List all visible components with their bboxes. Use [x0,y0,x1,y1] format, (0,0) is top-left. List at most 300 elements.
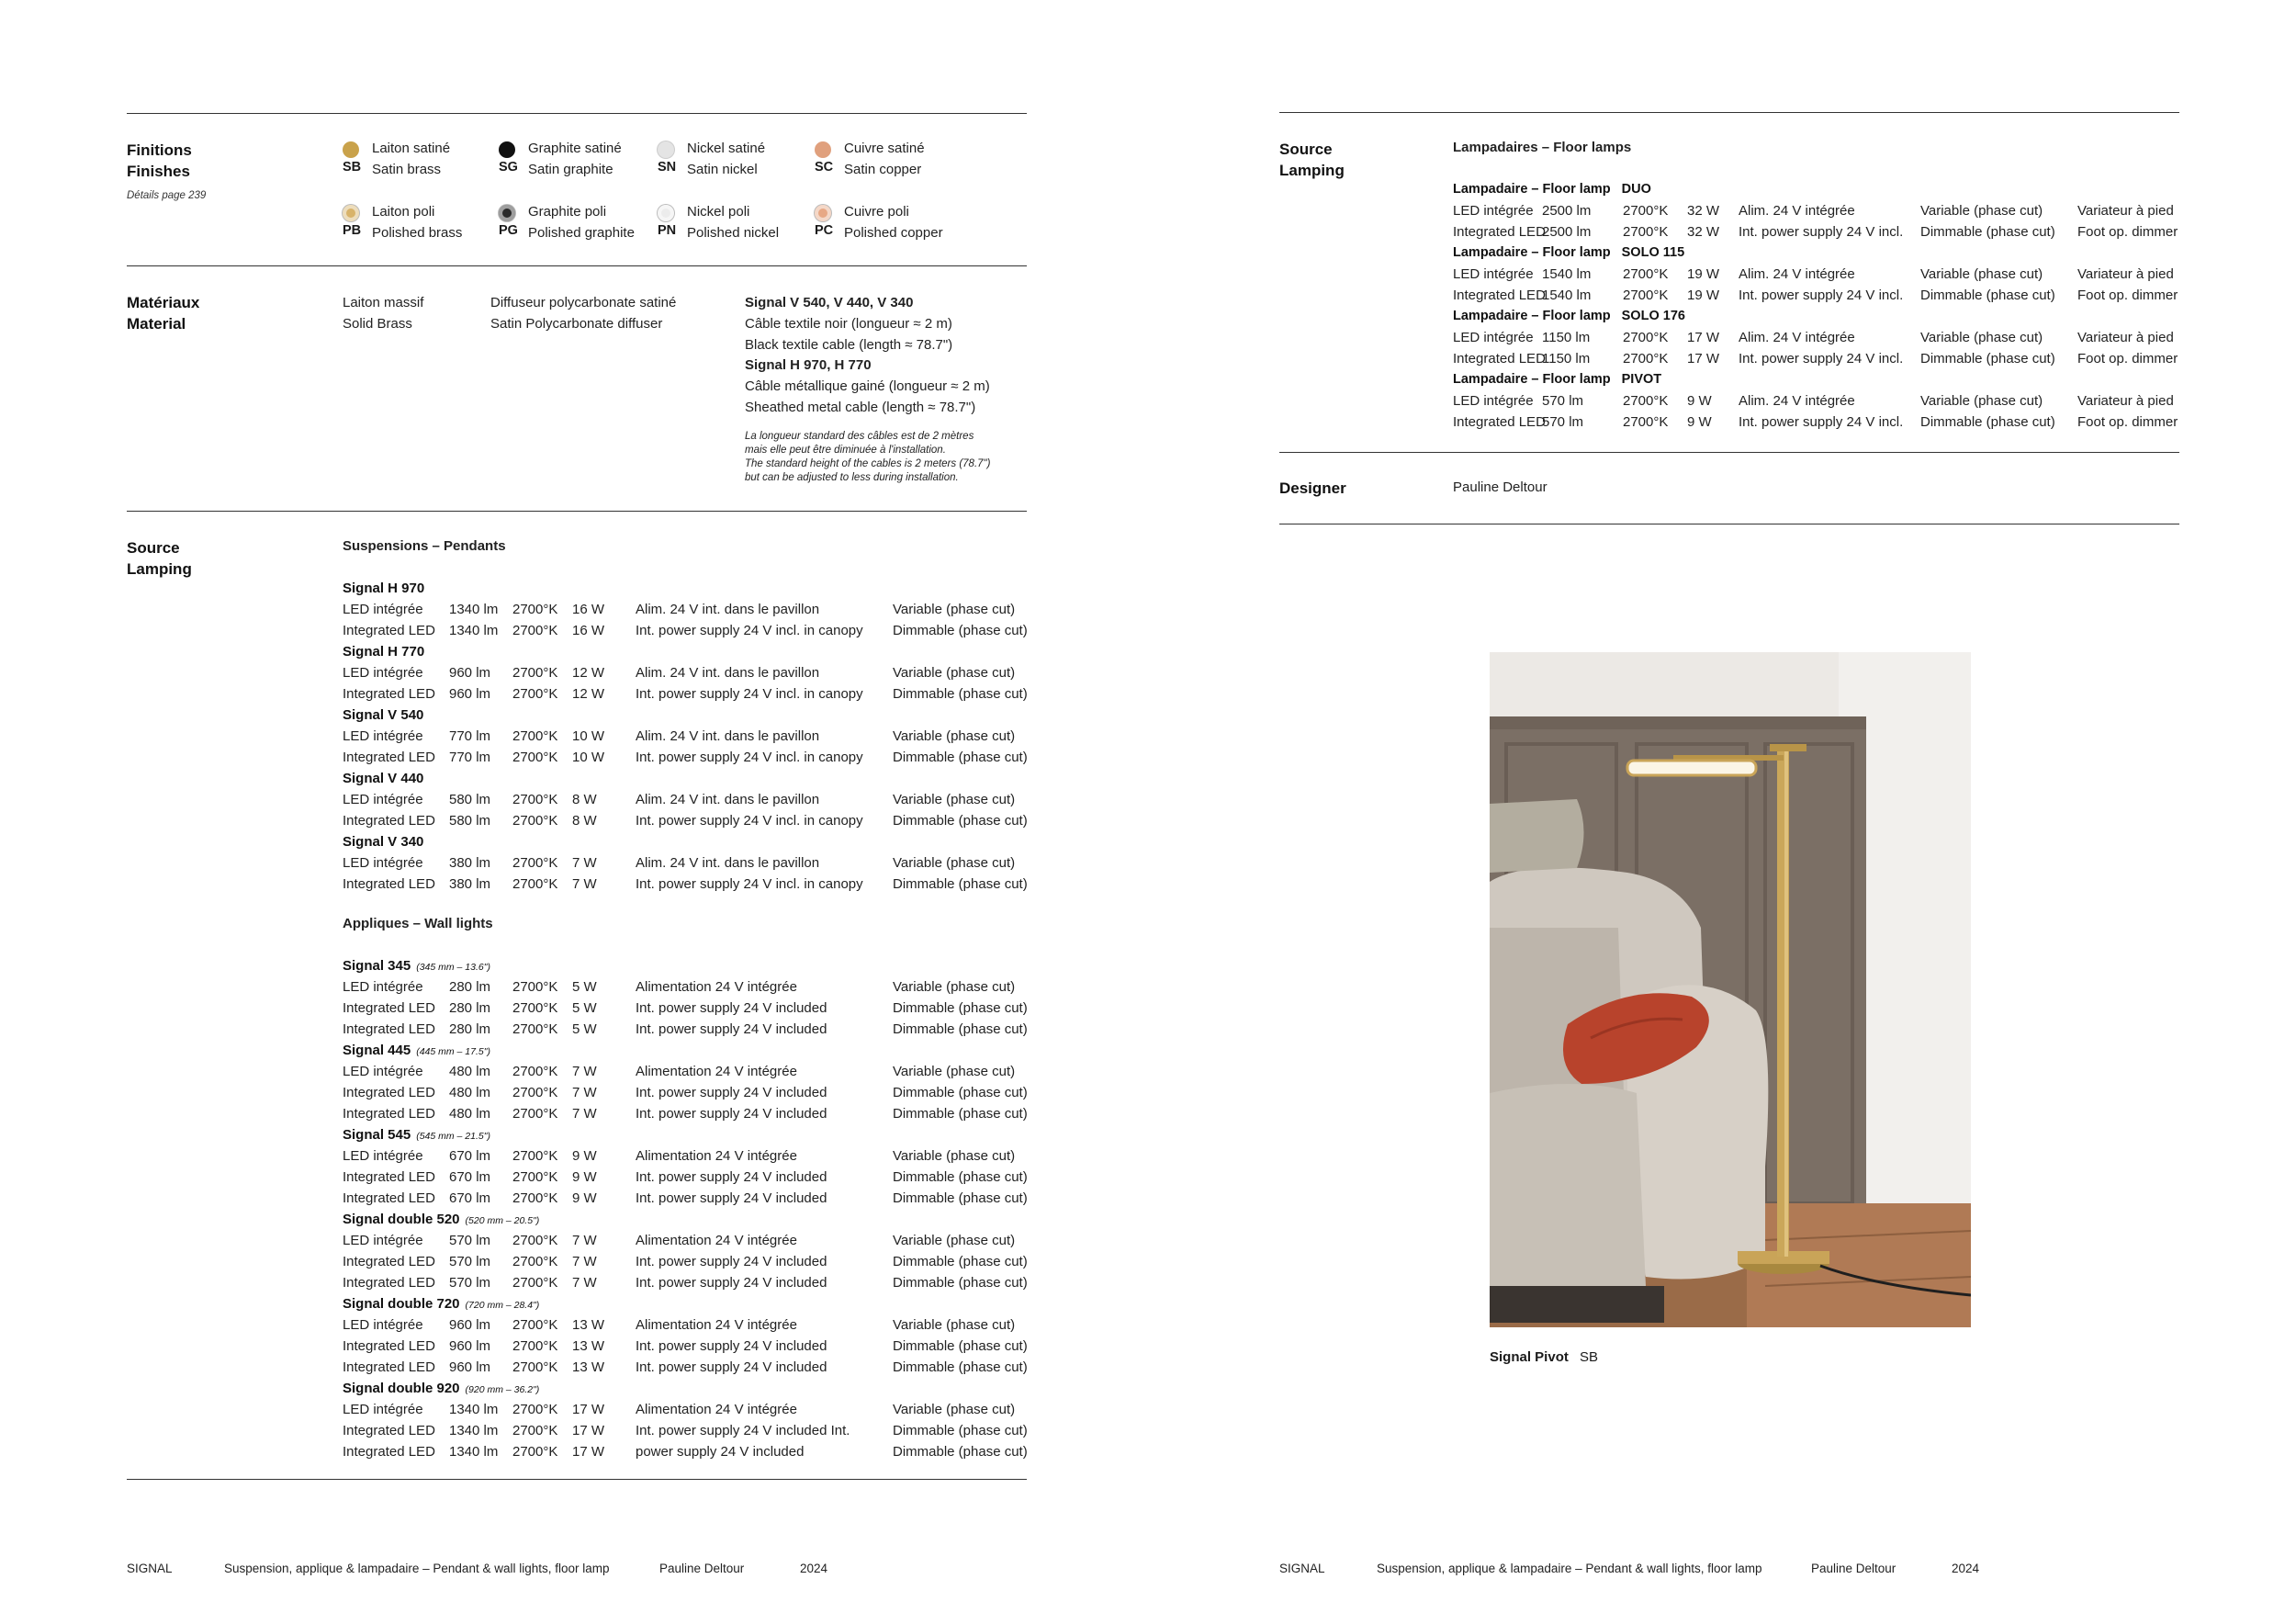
spec-dimming: Dimmable (phase cut) [893,1106,1028,1122]
spec-row [0,810,1148,831]
spec-row [0,1167,1148,1188]
finish-code: PC [815,223,834,238]
spec-row [1148,390,2296,412]
finish-swatch-sb [343,141,359,158]
cable-note-line: but can be adjusted to less during installation. [745,472,959,483]
spec-row [0,662,1148,683]
spec-row [0,998,1148,1019]
finishes-title-fr: Finitions [127,141,192,159]
spec-power-supply: Alim. 24 V int. dans le pavillon [636,665,820,681]
source-title-en: Lamping [1279,162,1345,179]
product-name: Lampadaire – Floor lamp [1453,309,1611,323]
spec-power: 13 W [572,1359,605,1375]
cable-a-en: Black textile cable (length ≈ 78.7") [745,337,953,353]
spec-color-temp: 2700°K [512,876,558,892]
product-name: Signal H 770 [343,644,425,660]
spec-power: 5 W [572,1021,597,1037]
spec-dimming: Dimmable (phase cut) [893,1169,1028,1185]
spec-power: 16 W [572,602,605,617]
spec-color-temp: 2700°K [512,1169,558,1185]
spec-led-type: LED intégrée [343,1148,423,1164]
spec-dimmer: Variateur à pied [2077,203,2174,219]
spec-lumens: 960 lm [449,686,491,702]
spec-power: 9 W [572,1148,597,1164]
spec-dimming: Variable (phase cut) [1920,203,2043,219]
spec-color-temp: 2700°K [512,792,558,807]
finish-label-en: Polished nickel [687,225,780,241]
photo-caption-name: Signal Pivot [1490,1349,1569,1365]
spec-led-type: LED intégrée [343,855,423,871]
spec-led-type: Integrated LED [343,1190,435,1206]
spec-power: 17 W [572,1423,605,1438]
product-name: Signal 445 [343,1043,411,1058]
spec-lumens: 480 lm [449,1064,491,1079]
spec-led-type: Integrated LED [1453,351,1546,367]
section-divider [127,1479,1027,1480]
spec-power-supply: Int. power supply 24 V incl. in canopy [636,750,863,765]
spec-color-temp: 2700°K [512,1254,558,1269]
spec-power-supply: Int. power supply 24 V included [636,1254,827,1269]
spec-led-type: LED intégrée [343,1317,423,1333]
spec-dimming: Dimmable (phase cut) [1920,414,2055,430]
spec-power: 17 W [1687,330,1720,345]
spec-lumens: 2500 lm [1542,203,1592,219]
spec-power: 13 W [572,1338,605,1354]
spec-led-type: Integrated LED [343,1423,435,1438]
spec-lumens: 1340 lm [449,623,499,638]
spec-color-temp: 2700°K [1623,351,1669,367]
footer-year: 2024 [1952,1562,1980,1575]
spec-power-supply: Alim. 24 V int. dans le pavillon [636,602,820,617]
cable-b-en: Sheathed metal cable (length ≈ 78.7") [745,400,976,415]
spec-lumens: 280 lm [449,1000,491,1016]
spec-dimming: Dimmable (phase cut) [893,1359,1028,1375]
spec-led-type: LED intégrée [343,792,423,807]
spec-led-type: LED intégrée [1453,330,1534,345]
product-name: Signal double 920 [343,1381,460,1396]
spec-dimming: Variable (phase cut) [1920,266,2043,282]
product-dimension: (920 mm – 36.2") [465,1384,540,1395]
spec-row [1148,285,2296,306]
product-name: Signal 345 [343,958,411,974]
spec-lumens: 1150 lm [1542,330,1591,345]
spec-power-supply: Alimentation 24 V intégrée [636,1148,797,1164]
finish-code: SB [343,160,362,175]
spec-led-type: Integrated LED [343,1444,435,1460]
spec-power-supply: Int. power supply 24 V included [636,1021,827,1037]
spec-power-supply: Alimentation 24 V intégrée [636,1402,797,1417]
spec-lumens: 960 lm [449,1359,491,1375]
spec-color-temp: 2700°K [512,1190,558,1206]
spec-color-temp: 2700°K [512,1106,558,1122]
product-group-title [343,578,424,599]
material-brass-fr: Laiton massif [343,295,424,310]
product-dimension: (345 mm – 13.6") [416,962,490,973]
spec-color-temp: 2700°K [512,1423,558,1438]
spec-power: 10 W [572,728,605,744]
spec-dimming: Dimmable (phase cut) [893,1190,1028,1206]
spec-power-supply: Int. power supply 24 V included [636,1275,827,1291]
product-group-title [1453,179,1651,200]
spec-power-supply: Alimentation 24 V intégrée [636,979,797,995]
spec-dimming: Dimmable (phase cut) [893,1338,1028,1354]
spec-color-temp: 2700°K [512,623,558,638]
spec-color-temp: 2700°K [512,1085,558,1100]
spec-dimming: Variable (phase cut) [893,1402,1016,1417]
source-title-fr: Source [127,539,180,557]
spec-lumens: 570 lm [449,1275,491,1291]
section-divider [127,113,1027,114]
spec-dimming: Variable (phase cut) [893,1148,1016,1164]
spec-power: 7 W [572,855,597,871]
spec-color-temp: 2700°K [1623,203,1669,219]
material-diffuser-en: Satin Polycarbonate diffuser [490,316,663,332]
section-divider [127,511,1027,512]
spec-dimming: Dimmable (phase cut) [1920,351,2055,367]
product-name: Signal V 540 [343,707,424,723]
product-group-title [1453,369,1661,390]
spec-color-temp: 2700°K [512,1317,558,1333]
spec-lumens: 1540 lm [1542,266,1592,282]
spec-led-type: Integrated LED [343,1338,435,1354]
spec-power-supply: Int. power supply 24 V included [636,1338,827,1354]
section-divider [1279,452,2179,453]
spec-dimming: Dimmable (phase cut) [893,1000,1028,1016]
product-model: SOLO 115 [1621,245,1685,260]
floor-lamps-heading: Lampadaires – Floor lamps [1453,140,1632,155]
spec-power-supply: Int. power supply 24 V incl. in canopy [636,623,863,638]
spec-lumens: 570 lm [1542,414,1584,430]
spec-lumens: 280 lm [449,979,491,995]
spec-color-temp: 2700°K [512,855,558,871]
spec-dimming: Variable (phase cut) [893,728,1016,744]
product-group-title [343,768,423,789]
spec-dimming: Dimmable (phase cut) [893,1085,1028,1100]
product-dimension: (545 mm – 21.5") [416,1131,490,1142]
spec-row [0,1145,1148,1167]
spec-led-type: LED intégrée [343,979,423,995]
finish-label-fr: Graphite satiné [528,141,622,156]
spec-row [0,852,1148,874]
spec-led-type: LED intégrée [343,1064,423,1079]
spec-power: 9 W [572,1190,597,1206]
spec-dimming: Variable (phase cut) [893,602,1016,617]
spec-row [1148,264,2296,285]
source-title-en: Lamping [127,560,192,578]
spec-color-temp: 2700°K [1623,288,1669,303]
spec-row [0,976,1148,998]
spec-color-temp: 2700°K [512,813,558,829]
product-group-title [343,1124,490,1147]
spec-power: 12 W [572,686,605,702]
spec-led-type: Integrated LED [343,1254,435,1269]
spec-row [0,1019,1148,1040]
spec-dimming: Variable (phase cut) [893,855,1016,871]
spec-row [0,1357,1148,1378]
finish-label-en: Satin copper [844,162,922,177]
finish-label-en: Polished brass [372,225,463,241]
spec-lumens: 1340 lm [449,602,499,617]
spec-power-supply: Alimentation 24 V intégrée [636,1233,797,1248]
footer-description: Suspension, applique & lampadaire – Pendant & wall lights, floor lamp [224,1562,610,1575]
product-group-title [1453,242,1684,264]
spec-row [0,1441,1148,1462]
spec-led-type: Integrated LED [343,1106,435,1122]
spec-dimmer: Foot op. dimmer [2077,224,2178,240]
spec-led-type: LED intégrée [1453,393,1534,409]
spec-led-type: Integrated LED [343,876,435,892]
spec-led-type: Integrated LED [1453,288,1546,303]
spec-power: 13 W [572,1317,605,1333]
finish-code: SN [658,160,677,175]
material-title-fr: Matériaux [127,294,200,311]
product-dimension: (445 mm – 17.5") [416,1046,490,1057]
spec-row [1148,348,2296,369]
spec-led-type: Integrated LED [1453,414,1546,430]
spec-row [0,1230,1148,1251]
spec-row [0,747,1148,768]
spec-power: 12 W [572,665,605,681]
spec-power-supply: Int. power supply 24 V included [636,1359,827,1375]
product-group-title [343,1293,539,1316]
footer-designer: Pauline Deltour [659,1562,745,1575]
spec-led-type: LED intégrée [1453,203,1534,219]
spec-dimming: Variable (phase cut) [1920,393,2043,409]
spec-row [0,1251,1148,1272]
finish-code: PN [658,223,677,238]
spec-dimmer: Foot op. dimmer [2077,414,2178,430]
finish-swatch-pn [658,205,674,221]
spec-color-temp: 2700°K [512,1148,558,1164]
spec-power: 5 W [572,1000,597,1016]
spec-power-supply: Int. power supply 24 V incl. in canopy [636,876,863,892]
source-title-fr: Source [1279,141,1333,158]
spec-lumens: 960 lm [449,665,491,681]
spec-row [0,620,1148,641]
spec-dimming: Dimmable (phase cut) [893,1021,1028,1037]
spec-led-type: Integrated LED [343,1085,435,1100]
spec-color-temp: 2700°K [1623,266,1669,282]
spec-led-type: Integrated LED [343,1021,435,1037]
spec-color-temp: 2700°K [1623,414,1669,430]
spec-lumens: 580 lm [449,792,491,807]
finish-label-en: Satin graphite [528,162,613,177]
product-name: Signal V 340 [343,834,424,850]
finish-label-fr: Graphite poli [528,204,607,220]
spec-row [0,874,1148,895]
spec-power: 7 W [572,1064,597,1079]
spec-power-supply: Alim. 24 V intégrée [1739,266,1855,282]
finish-label-fr: Laiton satiné [372,141,451,156]
spec-lumens: 280 lm [449,1021,491,1037]
spec-color-temp: 2700°K [512,686,558,702]
spec-dimming: Variable (phase cut) [893,1317,1016,1333]
spec-dimming: Dimmable (phase cut) [893,876,1028,892]
designer-label: Designer [1279,479,1346,497]
product-group-title [343,705,423,726]
section-divider [1279,112,2179,113]
product-group-title [343,831,423,852]
spec-power-supply: Alim. 24 V int. dans le pavillon [636,728,820,744]
spec-lumens: 960 lm [449,1338,491,1354]
finish-code: SC [815,160,834,175]
spec-power: 9 W [572,1169,597,1185]
spec-lumens: 570 lm [449,1254,491,1269]
spec-color-temp: 2700°K [512,602,558,617]
finish-code: PG [499,223,518,238]
spec-color-temp: 2700°K [1623,393,1669,409]
spec-power: 19 W [1687,288,1720,303]
spec-dimming: Dimmable (phase cut) [1920,224,2055,240]
spec-led-type: LED intégrée [343,728,423,744]
spec-dimming: Dimmable (phase cut) [893,813,1028,829]
product-name: Signal double 720 [343,1296,460,1312]
product-photo [1490,652,1971,1327]
spec-dimming: Dimmable (phase cut) [893,686,1028,702]
spec-row [0,599,1148,620]
spec-power: 7 W [572,1254,597,1269]
spec-power: 8 W [572,792,597,807]
spec-row [0,1082,1148,1103]
product-model: SOLO 176 [1621,309,1685,323]
wall-lights-heading: Appliques – Wall lights [343,916,493,931]
product-group-title [343,1040,490,1063]
spec-dimming: Variable (phase cut) [893,665,1016,681]
spec-color-temp: 2700°K [512,979,558,995]
spec-power: 5 W [572,979,597,995]
spec-power-supply: Int. power supply 24 V included [636,1085,827,1100]
spec-led-type: LED intégrée [343,602,423,617]
spec-power-supply: Int. power supply 24 V incl. [1739,414,1904,430]
spec-power-supply: Alim. 24 V intégrée [1739,393,1855,409]
cable-b-fr: Câble métallique gainé (longueur ≈ 2 m) [745,378,990,394]
spec-lumens: 770 lm [449,750,491,765]
finish-code: SG [499,160,518,175]
spec-led-type: Integrated LED [343,623,435,638]
spec-lumens: 570 lm [449,1233,491,1248]
spec-led-type: Integrated LED [343,1000,435,1016]
cable-b-title: Signal H 970, H 770 [745,357,872,373]
spec-led-type: Integrated LED [343,1359,435,1375]
spec-power: 17 W [1687,351,1720,367]
finishes-title-en: Finishes [127,163,190,180]
spec-power-supply: Int. power supply 24 V incl. [1739,288,1904,303]
spec-lumens: 1540 lm [1542,288,1592,303]
product-name: Lampadaire – Floor lamp [1453,245,1611,260]
spec-power: 8 W [572,813,597,829]
spec-lumens: 670 lm [449,1169,491,1185]
spec-power-supply: Int. power supply 24 V included [636,1169,827,1185]
spec-lumens: 1150 lm [1542,351,1591,367]
spec-lumens: 770 lm [449,728,491,744]
spec-color-temp: 2700°K [1623,224,1669,240]
cable-note-line: The standard height of the cables is 2 meters (78.7") [745,458,991,469]
finish-code: PB [343,223,362,238]
spec-row [0,789,1148,810]
spec-color-temp: 2700°K [512,1275,558,1291]
spec-power-supply: power supply 24 V included [636,1444,805,1460]
spec-power-supply: Alim. 24 V int. dans le pavillon [636,855,820,871]
spec-power-supply: Int. power supply 24 V incl. in canopy [636,813,863,829]
product-group-title [1453,306,1685,327]
spec-lumens: 670 lm [449,1190,491,1206]
spec-color-temp: 2700°K [512,1233,558,1248]
spec-power-supply: Alimentation 24 V intégrée [636,1317,797,1333]
footer-description: Suspension, applique & lampadaire – Pendant & wall lights, floor lamp [1377,1562,1762,1575]
spec-lumens: 480 lm [449,1085,491,1100]
spec-led-type: Integrated LED [1453,224,1546,240]
spec-power: 7 W [572,1085,597,1100]
spec-power-supply: Int. power supply 24 V included [636,1000,827,1016]
finish-label-en: Satin brass [372,162,442,177]
spec-power: 17 W [572,1444,605,1460]
spec-led-type: LED intégrée [1453,266,1534,282]
cable-a-title: Signal V 540, V 440, V 340 [745,295,914,310]
material-title-en: Material [127,315,186,333]
spec-dimmer: Foot op. dimmer [2077,288,2178,303]
spec-power-supply: Alim. 24 V intégrée [1739,330,1855,345]
spec-lumens: 670 lm [449,1148,491,1164]
spec-led-type: Integrated LED [343,686,435,702]
spec-dimming: Variable (phase cut) [893,792,1016,807]
product-name: Signal H 970 [343,581,425,596]
spec-dimming: Variable (phase cut) [1920,330,2043,345]
spec-led-type: Integrated LED [343,1275,435,1291]
spec-row [1148,221,2296,242]
spec-led-type: LED intégrée [343,1233,423,1248]
spec-row [0,1314,1148,1336]
spec-power: 16 W [572,623,605,638]
spec-power-supply: Int. power supply 24 V incl. [1739,224,1904,240]
spec-power-supply: Int. power supply 24 V incl. [1739,351,1904,367]
spec-color-temp: 2700°K [512,1402,558,1417]
spec-row [0,1336,1148,1357]
finish-label-fr: Nickel satiné [687,141,766,156]
spec-power-supply: Int. power supply 24 V included [636,1190,827,1206]
spec-color-temp: 2700°K [1623,330,1669,345]
cable-a-fr: Câble textile noir (longueur ≈ 2 m) [745,316,952,332]
spec-row [0,1420,1148,1441]
spec-dimming: Dimmable (phase cut) [893,1275,1028,1291]
spec-lumens: 380 lm [449,876,491,892]
spec-color-temp: 2700°K [512,1000,558,1016]
finish-swatch-sn [658,141,674,158]
spec-led-type: LED intégrée [343,665,423,681]
product-model: DUO [1621,182,1651,197]
spec-lumens: 960 lm [449,1317,491,1333]
spec-color-temp: 2700°K [512,1444,558,1460]
spec-dimming: Dimmable (phase cut) [893,1444,1028,1460]
product-name: Lampadaire – Floor lamp [1453,182,1611,197]
finish-label-fr: Cuivre poli [844,204,909,220]
product-group-title [343,1378,539,1401]
spec-row [0,683,1148,705]
spec-dimmer: Variateur à pied [2077,330,2174,345]
spec-lumens: 480 lm [449,1106,491,1122]
spec-row [0,1399,1148,1420]
spec-power: 7 W [572,1233,597,1248]
spec-power: 19 W [1687,266,1720,282]
section-divider [127,265,1027,266]
finish-swatch-pc [815,205,831,221]
footer-brand: SIGNAL [1279,1562,1325,1575]
spec-led-type: Integrated LED [343,1169,435,1185]
spec-dimming: Dimmable (phase cut) [1920,288,2055,303]
finish-label-en: Satin nickel [687,162,758,177]
product-group-title [343,955,490,978]
spec-row [1148,200,2296,221]
designer-name: Pauline Deltour [1453,479,1548,495]
